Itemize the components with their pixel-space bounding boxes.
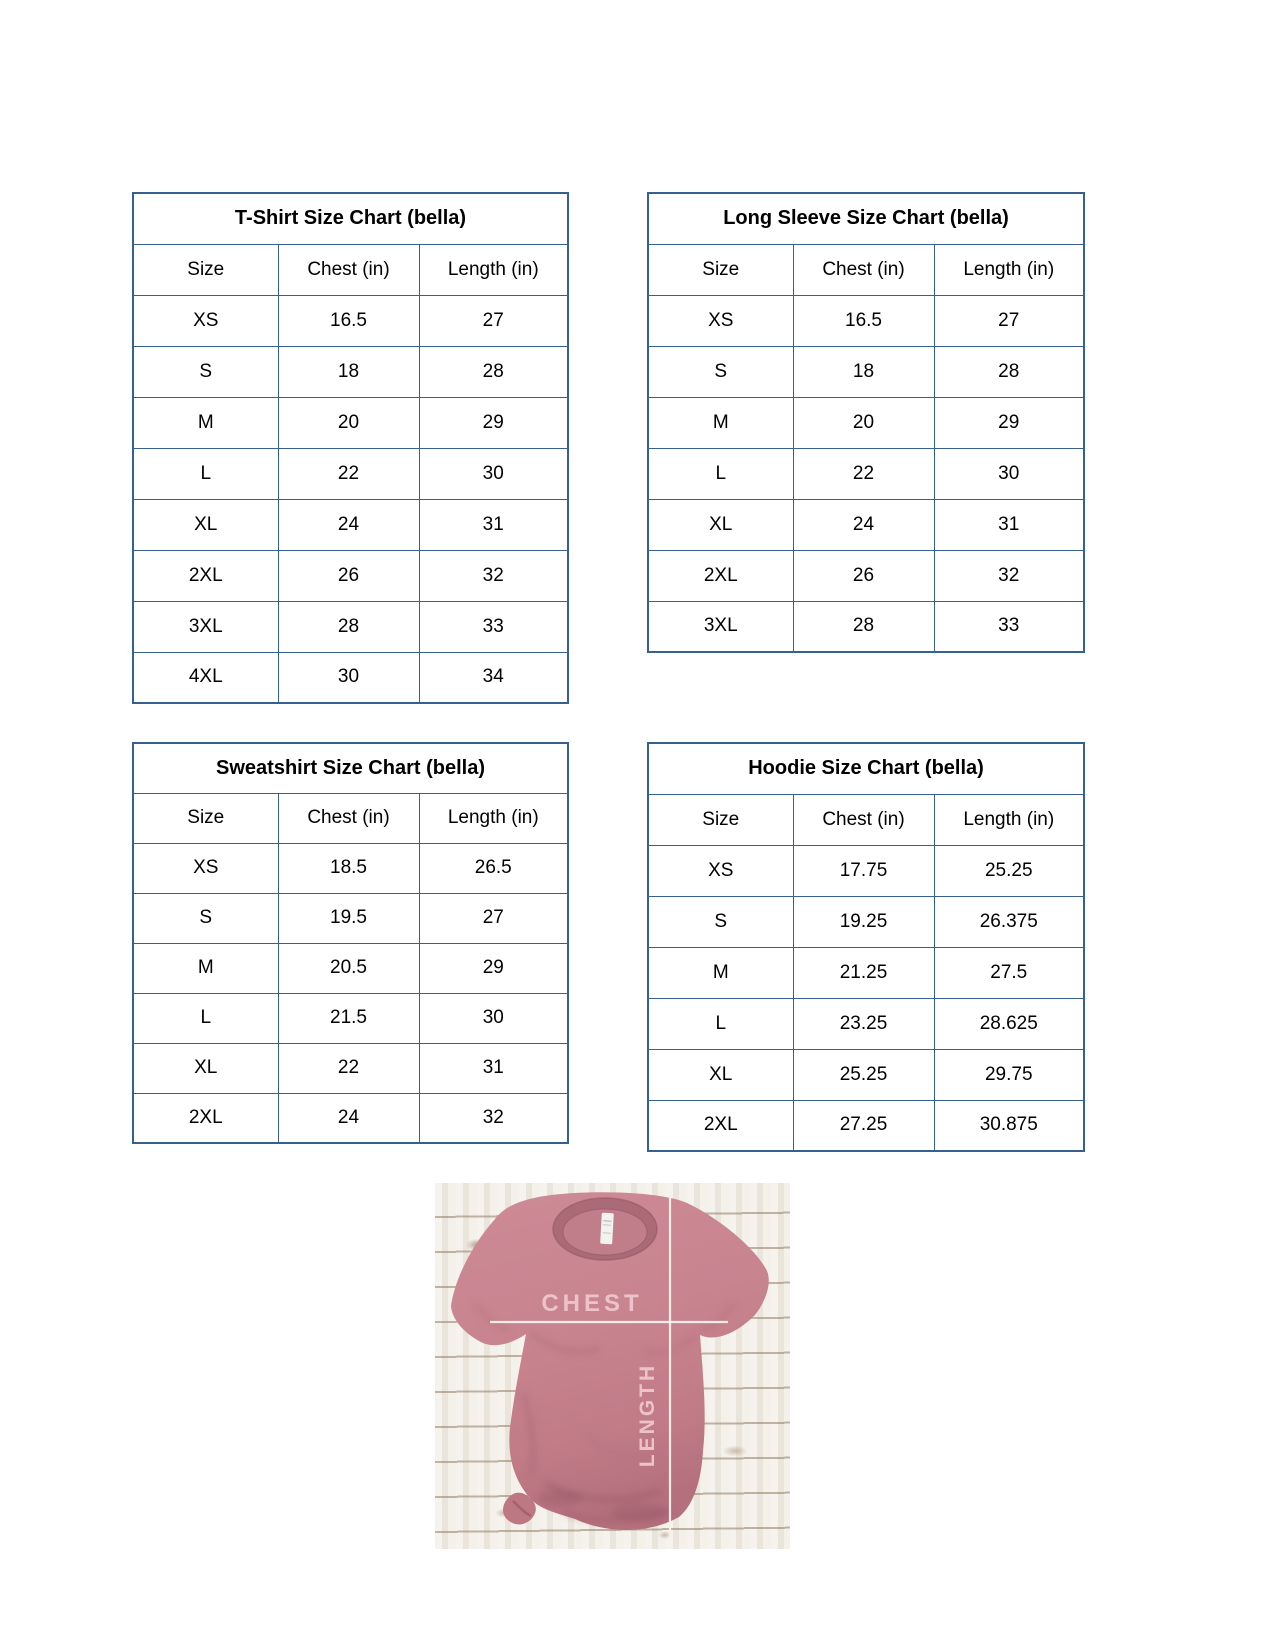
table-row <box>648 448 1084 499</box>
column-header-size: Size <box>648 794 793 845</box>
table-row <box>648 601 1084 652</box>
cell-chest: 30 <box>278 652 419 703</box>
table-header-row <box>133 244 568 295</box>
cell-size: XL <box>648 1049 793 1100</box>
table-title-row <box>133 193 568 244</box>
table-row <box>133 499 568 550</box>
table-row <box>648 550 1084 601</box>
table-header-row <box>648 244 1084 295</box>
cell-size: XL <box>648 499 793 550</box>
table-row <box>133 843 568 893</box>
cell-length: 30 <box>419 993 568 1043</box>
column-header-length: Length (in) <box>419 244 568 295</box>
table-title-row <box>648 193 1084 244</box>
table-row <box>648 499 1084 550</box>
table-row <box>133 448 568 499</box>
cell-chest: 22 <box>793 448 934 499</box>
table-row <box>133 346 568 397</box>
table-row <box>133 1043 568 1093</box>
table-row <box>648 397 1084 448</box>
cell-size: L <box>648 998 793 1049</box>
cell-chest: 16.5 <box>278 295 419 346</box>
cell-size: L <box>133 448 278 499</box>
cell-length: 33 <box>934 601 1084 652</box>
longsleeve-table-title: Long Sleeve Size Chart (bella) <box>648 193 1084 244</box>
table-row <box>133 652 568 703</box>
cell-size: L <box>133 993 278 1043</box>
cell-length: 31 <box>934 499 1084 550</box>
cell-size: S <box>133 346 278 397</box>
cell-chest: 28 <box>278 601 419 652</box>
table-row <box>133 1093 568 1143</box>
cell-length: 31 <box>419 499 568 550</box>
cell-chest: 20 <box>793 397 934 448</box>
tshirt-illustration <box>435 1183 790 1549</box>
cell-length: 27 <box>934 295 1084 346</box>
chest-label: CHEST <box>541 1290 643 1317</box>
cell-length: 31 <box>419 1043 568 1093</box>
sweatshirt-table-title: Sweatshirt Size Chart (bella) <box>133 743 568 793</box>
table-row <box>648 998 1084 1049</box>
cell-size: S <box>648 346 793 397</box>
cell-chest: 19.5 <box>278 893 419 943</box>
cell-size: S <box>648 896 793 947</box>
table-row <box>133 550 568 601</box>
table-row <box>648 896 1084 947</box>
table-title-row <box>648 743 1084 794</box>
cell-size: M <box>133 943 278 993</box>
cell-chest: 25.25 <box>793 1049 934 1100</box>
cell-length: 27.5 <box>934 947 1084 998</box>
cell-size: XL <box>133 1043 278 1093</box>
cell-length: 32 <box>419 550 568 601</box>
cell-length: 32 <box>419 1093 568 1143</box>
cell-size: 3XL <box>648 601 793 652</box>
cell-chest: 24 <box>278 499 419 550</box>
cell-length: 27 <box>419 893 568 943</box>
cell-length: 32 <box>934 550 1084 601</box>
tshirt-table-title: T-Shirt Size Chart (bella) <box>133 193 568 244</box>
cell-chest: 21.25 <box>793 947 934 998</box>
cell-chest: 20.5 <box>278 943 419 993</box>
table-row <box>133 943 568 993</box>
table-row <box>648 845 1084 896</box>
table-row <box>648 947 1084 998</box>
tshirt-size-table <box>132 192 569 704</box>
cell-length: 34 <box>419 652 568 703</box>
cell-size: 2XL <box>133 550 278 601</box>
tshirt-measurement-photo <box>435 1183 790 1549</box>
cell-size: XS <box>648 845 793 896</box>
table-title-row <box>133 743 568 793</box>
cell-length: 28 <box>419 346 568 397</box>
cell-size: L <box>648 448 793 499</box>
table-row <box>133 993 568 1043</box>
cell-size: XL <box>133 499 278 550</box>
hoodie-table-title: Hoodie Size Chart (bella) <box>648 743 1084 794</box>
cell-chest: 22 <box>278 448 419 499</box>
cell-chest: 18.5 <box>278 843 419 893</box>
cell-chest: 17.75 <box>793 845 934 896</box>
cell-chest: 24 <box>278 1093 419 1143</box>
cell-size: M <box>648 947 793 998</box>
length-label: LENGTH <box>636 1362 659 1468</box>
hoodie-size-table <box>647 742 1085 1152</box>
column-header-chest: Chest (in) <box>278 244 419 295</box>
column-header-size: Size <box>133 244 278 295</box>
cell-length: 30.875 <box>934 1100 1084 1151</box>
cell-size: 2XL <box>648 550 793 601</box>
cell-chest: 28 <box>793 601 934 652</box>
cell-chest: 24 <box>793 499 934 550</box>
cell-size: 2XL <box>133 1093 278 1143</box>
cell-length: 26.5 <box>419 843 568 893</box>
cell-size: 4XL <box>133 652 278 703</box>
cell-length: 33 <box>419 601 568 652</box>
table-header-row <box>133 793 568 843</box>
table-header-row <box>648 794 1084 845</box>
cell-length: 30 <box>419 448 568 499</box>
cell-length: 26.375 <box>934 896 1084 947</box>
column-header-size: Size <box>648 244 793 295</box>
table-row <box>133 893 568 943</box>
cell-length: 30 <box>934 448 1084 499</box>
column-header-size: Size <box>133 793 278 843</box>
cell-chest: 22 <box>278 1043 419 1093</box>
cell-length: 29 <box>419 397 568 448</box>
size-tag <box>600 1213 614 1245</box>
cell-length: 28 <box>934 346 1084 397</box>
column-header-chest: Chest (in) <box>793 244 934 295</box>
column-header-length: Length (in) <box>934 794 1084 845</box>
table-row <box>133 601 568 652</box>
longsleeve-size-table <box>647 192 1085 653</box>
cell-chest: 20 <box>278 397 419 448</box>
table-row <box>648 1049 1084 1100</box>
table-row <box>133 397 568 448</box>
column-header-chest: Chest (in) <box>793 794 934 845</box>
column-header-length: Length (in) <box>934 244 1084 295</box>
cell-size: XS <box>133 843 278 893</box>
column-header-chest: Chest (in) <box>278 793 419 843</box>
cell-length: 29.75 <box>934 1049 1084 1100</box>
table-row <box>648 295 1084 346</box>
cell-size: XS <box>648 295 793 346</box>
cell-size: M <box>133 397 278 448</box>
cell-length: 29 <box>934 397 1084 448</box>
cell-size: M <box>648 397 793 448</box>
cell-size: XS <box>133 295 278 346</box>
sweatshirt-size-table <box>132 742 569 1144</box>
cell-size: S <box>133 893 278 943</box>
cell-length: 25.25 <box>934 845 1084 896</box>
cell-chest: 18 <box>278 346 419 397</box>
cell-size: 2XL <box>648 1100 793 1151</box>
table-row <box>648 1100 1084 1151</box>
cell-chest: 19.25 <box>793 896 934 947</box>
cell-chest: 23.25 <box>793 998 934 1049</box>
table-row <box>133 295 568 346</box>
cell-chest: 26 <box>793 550 934 601</box>
cell-length: 29 <box>419 943 568 993</box>
cell-size: 3XL <box>133 601 278 652</box>
cell-length: 28.625 <box>934 998 1084 1049</box>
column-header-length: Length (in) <box>419 793 568 843</box>
cell-length: 27 <box>419 295 568 346</box>
cell-chest: 16.5 <box>793 295 934 346</box>
table-row <box>648 346 1084 397</box>
cell-chest: 18 <box>793 346 934 397</box>
cell-chest: 21.5 <box>278 993 419 1043</box>
cell-chest: 26 <box>278 550 419 601</box>
cell-chest: 27.25 <box>793 1100 934 1151</box>
